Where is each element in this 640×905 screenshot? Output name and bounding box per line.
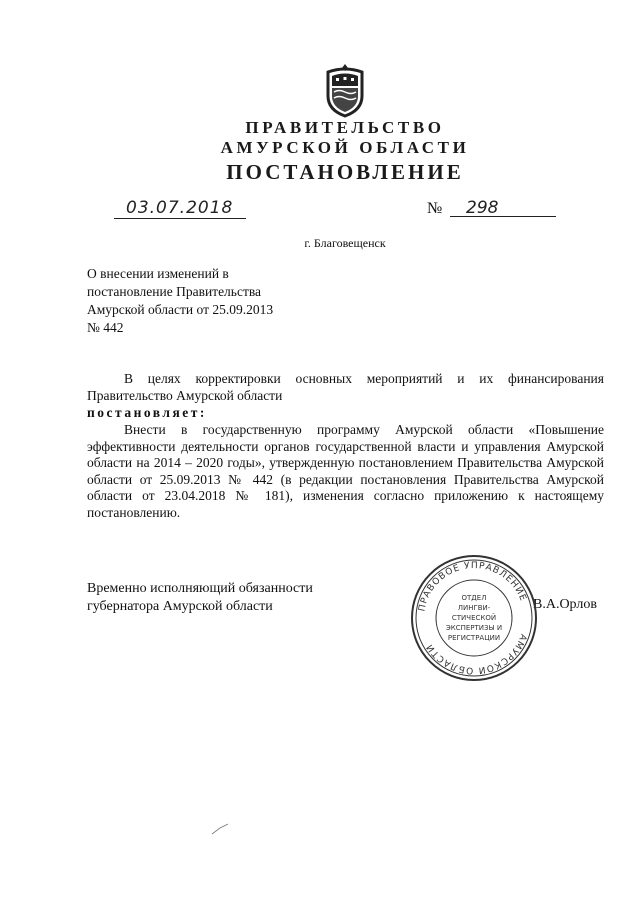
coat-of-arms-emblem: [322, 62, 368, 118]
stamp-center-line: ЛИНГВИ-: [457, 604, 491, 612]
signatory-title: [87, 580, 347, 616]
org-name-line2: АМУРСКОЙ ОБЛАСТИ: [220, 138, 470, 157]
signatory-name: В.А.Орлов: [533, 597, 597, 612]
date-underline: [114, 218, 246, 219]
official-stamp: [408, 552, 540, 684]
resolve-word: постановляет:: [87, 405, 207, 420]
pen-mark: [210, 822, 230, 836]
signatory-title-line: губернатора Амурской области: [87, 599, 273, 614]
stamp-center-line: ЭКСПЕРТИЗЫ И: [445, 624, 503, 632]
stamp-center-line: СТИЧЕСКОЙ: [451, 614, 497, 622]
document-type-title: ПОСТАНОВЛЕНИЕ: [226, 160, 464, 184]
document-date: 03.07.2018: [126, 198, 234, 218]
subject-line: постановление Правительства: [87, 284, 262, 299]
stamp-ring-bottom: АМУРСКОЙ ОБЛАСТИ: [424, 632, 529, 676]
number-label: №: [427, 200, 443, 217]
subject-line: Амурской области от 25.09.2013: [87, 302, 274, 317]
resolution-paragraph: Внести в государственную программу Амурской области «Повышение эффективности деятельности органов государственной власти и управления Амурской области на 2014 – 2020 годы», утвержденную постановлением Правительства Амурской области от 25.09.2013 № 442 (в редакции постановления Правительства Амурской области от 23.04.2018 № 181), изменения согласно приложению к настоящему постановлению.: [87, 422, 604, 520]
number-underline: [450, 216, 556, 217]
document-number: 298: [466, 198, 499, 218]
stamp-center-line: РЕГИСТРАЦИИ: [447, 634, 501, 642]
stamp-center-line: ОТДЕЛ: [461, 594, 487, 602]
document-subject: [87, 265, 317, 337]
signatory-title-line: Временно исполняющий обязанности: [87, 581, 313, 596]
subject-line: О внесении изменений в: [87, 266, 229, 281]
subject-line: № 442: [87, 320, 124, 335]
preamble-paragraph: В целях корректировки основных мероприятий и их финансирования Правительство Амурской области: [87, 371, 604, 403]
city-name: г. Благовещенск: [304, 236, 386, 250]
stamp-ring-top: ПРАВОВОЕ УПРАВЛЕНИЕ: [417, 560, 528, 613]
org-name-line1: ПРАВИТЕЛЬСТВО: [245, 118, 445, 137]
